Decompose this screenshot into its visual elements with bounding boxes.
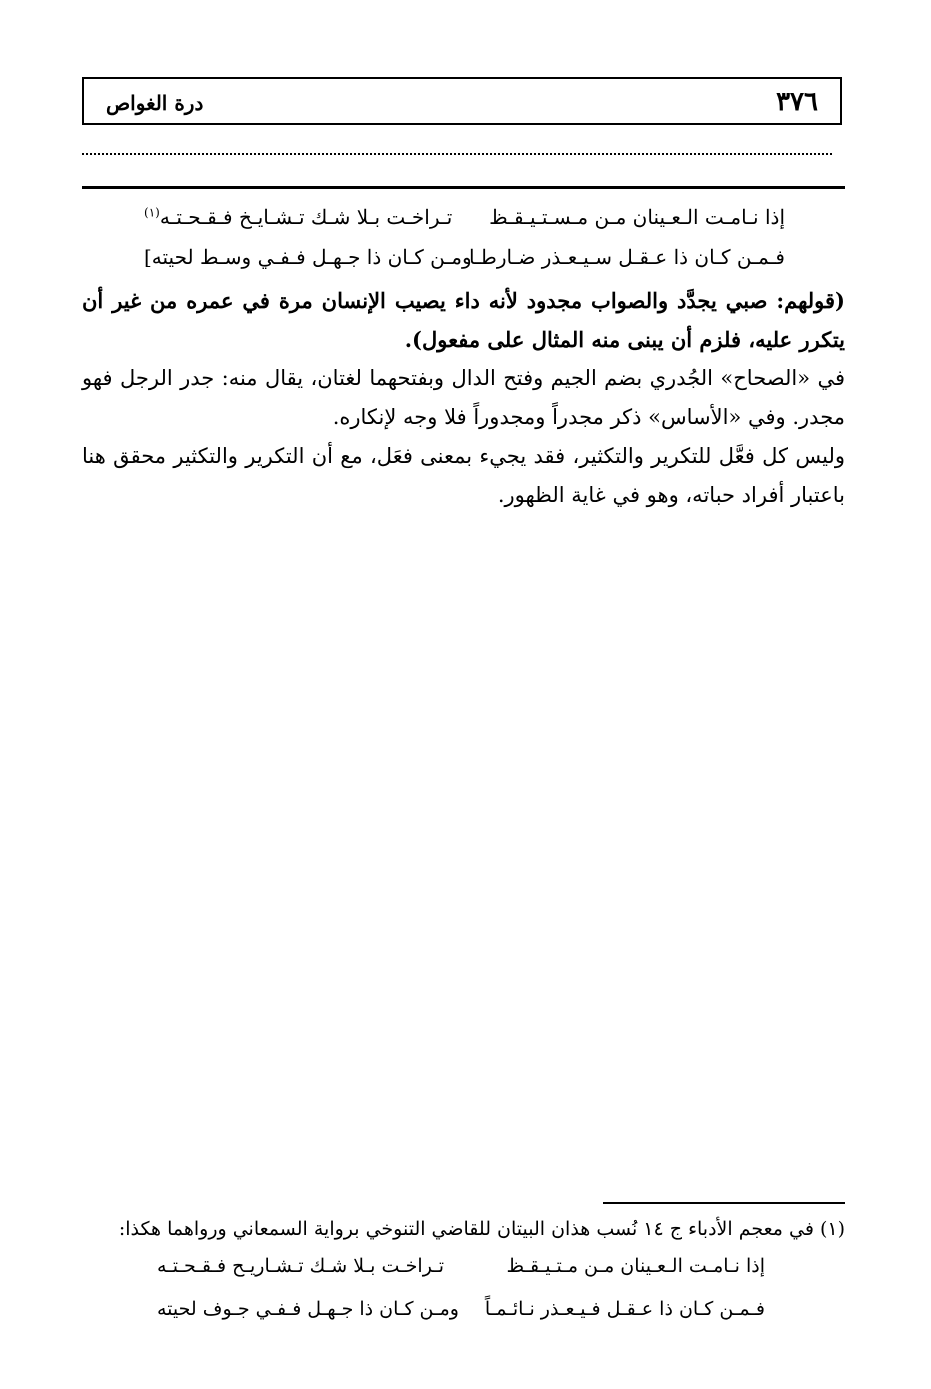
footnote-verse-1-first-hemistich: إذا نـامـت الـعـينان مـن مـتـيـقـظ — [506, 1255, 765, 1277]
page-header — [82, 77, 842, 125]
footnote-verse-2-first-hemistich: فـمـن كـان ذا عـقـل فـيـعـذر نـائـمـاً — [484, 1298, 765, 1320]
top-rule — [82, 186, 845, 189]
dotted-separator — [82, 153, 832, 155]
commentary-paragraph-2: وليس كل فعَّل للتكرير والتكثير، فقد يجيء بمعنى فعَل، مع أن التكرير والتكثير محقق هنا باعتبار أفراد حباته، وهو في غاية الظهور. — [82, 444, 845, 507]
verse-line-2 — [82, 245, 845, 285]
footnote-text: (١) في معجم الأدباء ج ١٤ نُسب هذان البيتان للقاضي التنوخي برواية السمعاني ورواهما هكذا: — [118, 1218, 845, 1240]
commentary-paragraph-1: في «الصحاح» الجُدري بضم الجيم وفتح الدال وبفتحهما لغتان، يقال منه: جدر الرجل فهو مجدر. وفي «الأساس» ذكر مجدراً ومجدوراً فلا وجه لإنكاره. — [82, 366, 845, 429]
entry-heading-paragraph: (قولهم: صبي يجدَّد والصواب مجدود لأنه داء يصيب الإنسان مرة في عمره من غير أن يتكرر عليه، فلزم أن يبنى منه المثال على مفعول). — [82, 288, 845, 352]
footnote-verse-line-2 — [82, 1298, 845, 1336]
footnote-verse-1-second-hemistich: تـراخـت بـلا شـك تـشـاريـح فـقـحـتـه — [157, 1255, 445, 1277]
footnote-rule — [603, 1202, 845, 1204]
verse-2-first-hemistich: فـمـن كـان ذا عـقـل سـيـعـذر ضـارطـا — [468, 245, 785, 269]
page-number: ٣٧٦ — [776, 87, 818, 117]
footnote-marker: (١) — [144, 205, 160, 220]
running-title: درة الغواص — [106, 91, 204, 115]
verse-1-first-hemistich: إذا نـامـت الـعـينان مـن مـسـتـيـقـظ — [489, 205, 785, 229]
verse-1-second-hemistich: تـراخـت بـلا شـك تـشـايـخ فـقـحـتـه$^{(١)}$ — [144, 205, 453, 229]
footnote-verse-2-second-hemistich: ومـن كـان ذا جـهـل فـفـي جـوف لحيته — [157, 1298, 459, 1320]
footnote-verse-line-1 — [82, 1255, 845, 1293]
verse-line-1 — [82, 205, 845, 245]
verse-2-second-hemistich: ومـن كـان ذا جـهـل فـفـي وسـط لحيته] — [144, 245, 472, 269]
